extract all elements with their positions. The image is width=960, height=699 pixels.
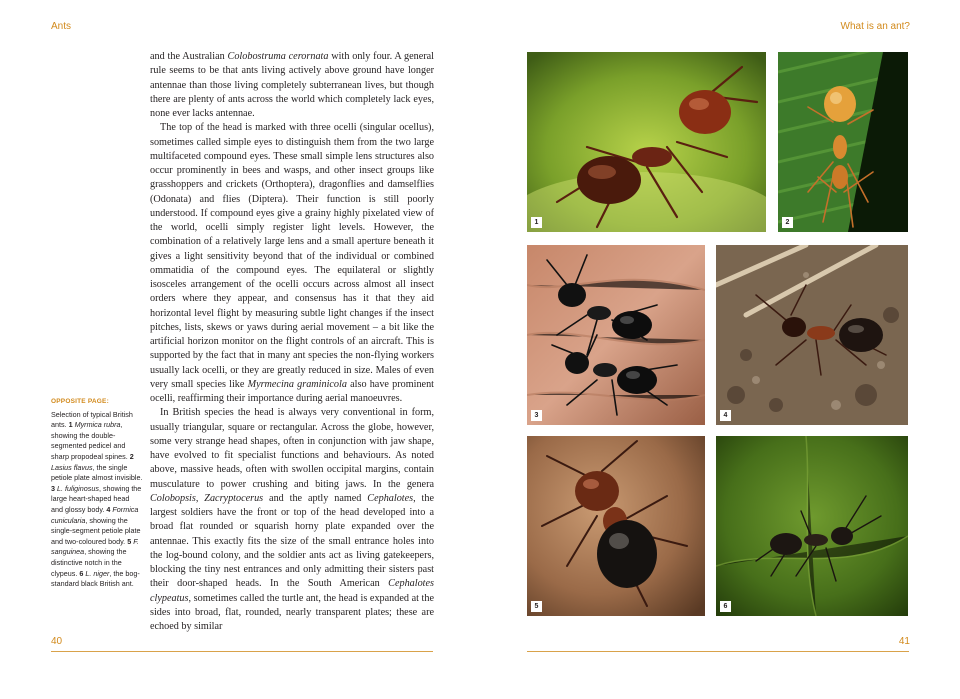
photo-number: 4	[720, 410, 731, 421]
paragraph: and the Australian Colobostruma cerornata with only four. A general rule seems to be that ants living actively above ground have longer antennae than those living completely subterranean lives, but though there are plenty of ants across the world which completely lack eyes, none ever lacks antennae.	[150, 51, 435, 119]
page-number-right: 41	[898, 636, 910, 647]
footer-rule-right	[527, 651, 909, 652]
caption-item: 3 L. fuliginosus, showing the large heart-shaped head and glossy body.	[51, 483, 142, 514]
ant-photo-formica-cunicularia	[716, 245, 908, 425]
footer-rule-left	[51, 651, 433, 652]
figure-caption	[51, 397, 143, 590]
running-head-left: Ants	[51, 21, 72, 32]
ant-photo-myrmica-rubra	[527, 52, 766, 232]
caption-intro: Selection of typical British ants.	[51, 409, 133, 430]
running-head-right: What is an ant?	[840, 21, 910, 32]
photo-number: 2	[782, 217, 793, 228]
ant-photo-lasius-fuliginosus	[527, 245, 705, 425]
caption-item: 6 L. niger, the bog-standard black British ant.	[51, 568, 140, 589]
ant-photo-lasius-niger	[716, 436, 908, 616]
caption-item: 4 Formica cunicularia, showing the single-segment petiole plate and two-coloured body.	[51, 504, 141, 546]
ant-photo-formica-sanguinea	[527, 436, 705, 616]
caption-item: 5 F. sanguinea, showing the distinctive notch in the clypeus.	[51, 536, 139, 578]
caption-item: 1 Myrmica rubra, showing the double-segmented pedicel and sharp propodeal spines.	[51, 420, 128, 461]
paragraph: The top of the head is marked with three ocelli (singular ocellus), sometimes called simple eyes to distinguish them from the two large multifaceted compound eyes. These small simple lens structures also occur prominently in bees and wasps, and other insect groups like grasshoppers and crickets (Orthoptera), dragonflies and damselflies (Odonata) and flies (Diptera). Their function is still poorly understood. If compound eyes give a grainy highly pixelated view of the world, ocelli simply register light levels. However, the combination of a relatively large lens and a small aperture beneath it gives a light sensitivity beyond that of the individual or combined ommatidia of the compound eyes. The equilateral or slightly isosceles arrangement of the ocelli occurs across almost all insect orders where they appear, and consensus has it that they aid horizontal level flight by measuring subtle light changes if the insect pitches, lists, skews or yaws during aerial movement – a bit like the artificial horizon monitor on the flight controls of an aircraft. This is supported by the fact that in many ant species the non-flying workers usually lack ocelli, or they are greatly reduced in size. Males of even very small species like Myrmecina graminicola also have prominent ocelli, reaffirming their importance during aerial manoeuvres.	[150, 122, 434, 404]
caption-item: 2 Lasius flavus, the single petiole plate almost invisible.	[51, 451, 143, 483]
paragraph: In British species the head is always very conventional in form, usually triangular, square or rectangular. Across the globe, however, some very strange head shapes, often in conjunction with jaw shape, have evolved to fit specialist functions and behaviours. As noted above, massive heads, often with swollen occipital margins, contain musculature to power crushing and biting jaws. In the genera Colobopsis, Zacryptocerus and the aptly named Cephalotes, the largest soldiers have the front or top of the head developed into a broad flat rounded or squarish horny plate expanded over the antennae. This exactly fits the size of the small entrance holes into the log-bound colony, and the soldier ants act as living gatekeepers, blocking the tiny nest entrances and only admitting their sisters past their door-shaped heads. In the South American Cephalotes clypeatus, sometimes called the turtle ant, the head is expanded at the sides into broad, flat, rounded, nearly transparent plates; these are echoed by similar	[150, 407, 435, 632]
photo-number: 1	[531, 217, 542, 228]
caption-text	[51, 410, 143, 590]
ant-photo-lasius-flavus	[778, 52, 908, 232]
photo-number: 3	[531, 410, 542, 421]
body-text-column	[150, 50, 434, 634]
page-number-left: 40	[51, 636, 63, 647]
photo-number: 5	[531, 601, 542, 612]
photo-number: 6	[720, 601, 731, 612]
caption-heading: OPPOSITE PAGE:	[51, 398, 109, 405]
